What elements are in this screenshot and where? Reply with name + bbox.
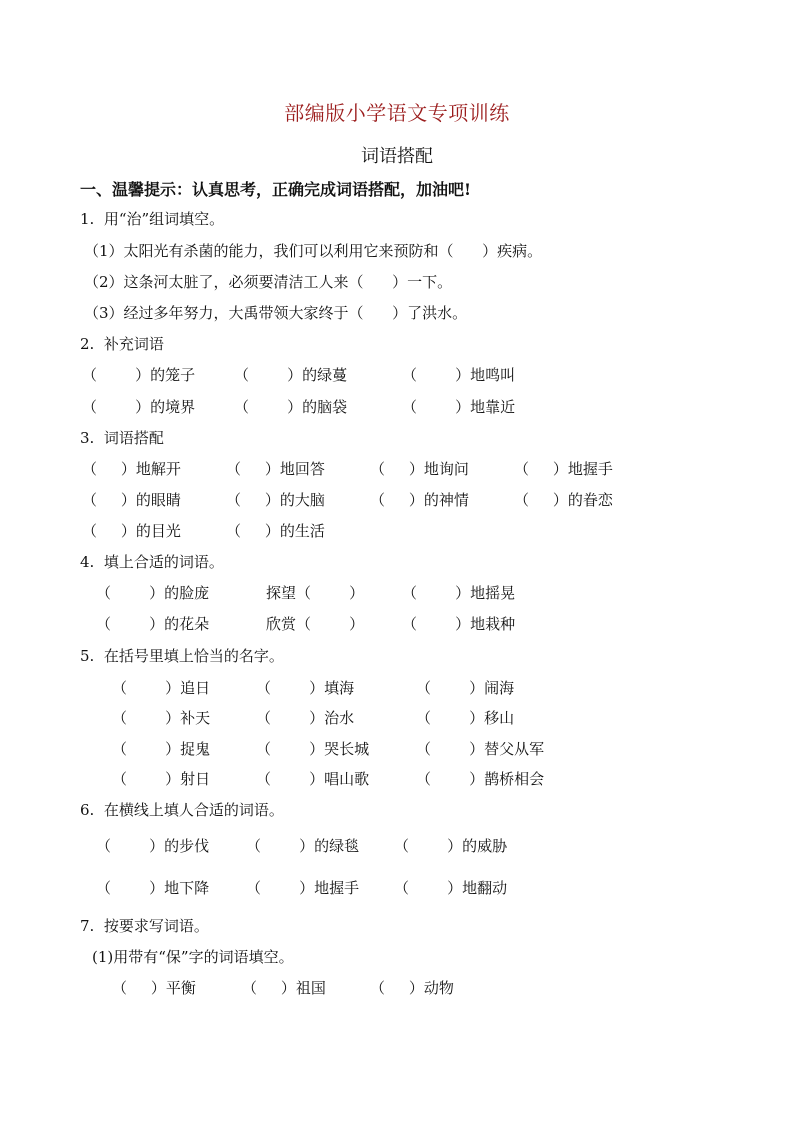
q7-item: （ ）祖国 <box>242 979 326 997</box>
q3-heading: 3. 词语搭配 <box>80 429 164 447</box>
q6-item: （ ）的步伐 <box>96 837 210 855</box>
q4-item: （ ）的脸庞 <box>96 584 210 602</box>
q3-item: （ ）地握手 <box>514 460 613 478</box>
q4-item: 探望（ ） <box>266 584 365 602</box>
q5-item: （ ）射日 <box>112 770 211 788</box>
q5-item: （ ）追日 <box>112 679 211 697</box>
q3-item: （ ）地解开 <box>82 460 181 478</box>
q6-item: （ ）地下降 <box>96 879 210 897</box>
page-title: 部编版小学语文专项训练 <box>284 101 510 125</box>
q5-item: （ ）哭长城 <box>256 740 370 758</box>
q7-item: （ ）平衡 <box>112 979 196 997</box>
q6-heading: 6. 在横线上填人合适的词语。 <box>80 801 284 819</box>
q5-item: （ ）治水 <box>256 709 355 727</box>
q2-item: （ ）的脑袋 <box>234 398 348 416</box>
q4-item: （ ）地摇晃 <box>402 584 516 602</box>
q3-item: （ ）地回答 <box>226 460 325 478</box>
q5-item: （ ）唱山歌 <box>256 770 370 788</box>
q7-heading: 7. 按要求写词语。 <box>80 917 209 935</box>
page-subtitle: 词语搭配 <box>361 146 433 167</box>
q5-heading: 5. 在括号里填上恰当的名字。 <box>80 647 284 665</box>
q2-item: （ ）地靠近 <box>402 398 516 416</box>
q5-item: （ ）补天 <box>112 709 211 727</box>
q1-heading: 1. 用“治”组词填空。 <box>80 210 225 228</box>
q4-item: （ ）的花朵 <box>96 615 210 633</box>
q3-item: （ ）的神情 <box>370 491 469 509</box>
q3-item: （ ）的生活 <box>226 522 325 540</box>
q3-item: （ ）的大脑 <box>226 491 325 509</box>
q4-item: 欣赏（ ） <box>266 615 365 633</box>
q5-item: （ ）闹海 <box>416 679 515 697</box>
q4-item: （ ）地栽种 <box>402 615 516 633</box>
q2-heading: 2. 补充词语 <box>80 335 164 353</box>
q1-item: （3）经过多年努力，大禹带领大家终于（ ）了洪水。 <box>84 304 468 322</box>
q7-item: （ ）动物 <box>370 979 454 997</box>
q2-item: （ ）地鸣叫 <box>402 366 516 384</box>
q5-item: （ ）移山 <box>416 709 515 727</box>
q6-item: （ ）地翻动 <box>394 879 508 897</box>
q1-item: （1）太阳光有杀菌的能力，我们可以利用它来预防和（ ）疾病。 <box>84 242 543 260</box>
section-heading: 一、温馨提示：认真思考，正确完成词语搭配，加油吧! <box>80 180 472 199</box>
q3-item: （ ）的眷恋 <box>514 491 613 509</box>
q6-item: （ ）的绿毯 <box>246 837 360 855</box>
q4-heading: 4. 填上合适的词语。 <box>80 553 224 571</box>
q6-item: （ ）地握手 <box>246 879 360 897</box>
q7-subheading: (1)用带有“保”字的词语填空。 <box>92 948 294 966</box>
q2-item: （ ）的境界 <box>82 398 196 416</box>
q5-item: （ ）填海 <box>256 679 355 697</box>
q2-item: （ ）的绿蔓 <box>234 366 348 384</box>
q3-item: （ ）的眼睛 <box>82 491 181 509</box>
q5-item: （ ）捉鬼 <box>112 740 211 758</box>
q2-item: （ ）的笼子 <box>82 366 196 384</box>
q1-item: （2）这条河太脏了，必须要清洁工人来（ ）一下。 <box>84 273 453 291</box>
q3-item: （ ）的目光 <box>82 522 181 540</box>
q5-item: （ ）替父从军 <box>416 740 545 758</box>
q3-item: （ ）地询问 <box>370 460 469 478</box>
q5-item: （ ）鹊桥相会 <box>416 770 545 788</box>
q6-item: （ ）的威胁 <box>394 837 508 855</box>
